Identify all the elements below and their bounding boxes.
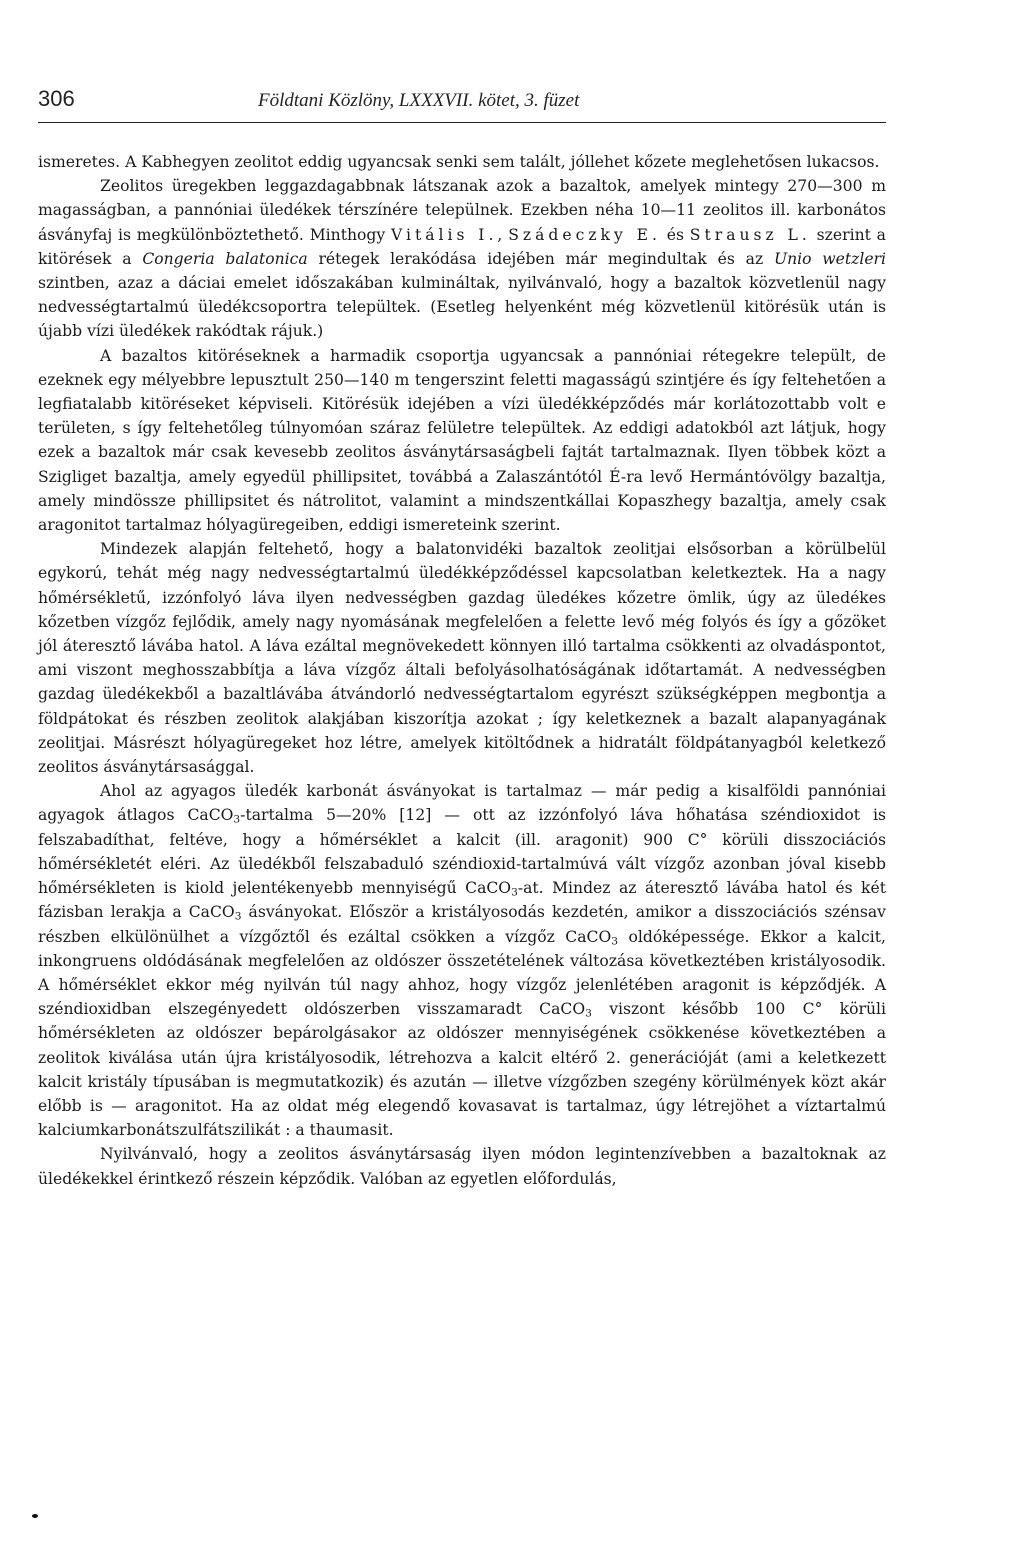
text-run: szintben, azaz a dáciai emelet időszakában kulmináltak, nyilvánvaló, hogy a bazaltok közvetlenül nagy nedvességtartalmú üledékcsoportra települtek. (Esetleg helyenként még közvetlenül kitörésük után is újabb vízi üledékek rakódtak rájuk.) xyxy=(38,274,886,341)
text-run: szerint a kitörések a xyxy=(38,225,886,268)
text-run: -at. Mindez az áteresztő lávába hatol és két fázisban lerakja a CaCO xyxy=(38,879,886,922)
paragraph-5 xyxy=(38,779,886,1142)
text-run: -tartalma 5—20% [12] — ott az izzónfolyó láva hőhatása széndioxidot is felszabadíthat, feltéve, hogy a hőmérséklet a kalcit (ill. aragonit) 900 C° körüli disszociációs hőmérsékletét eléri. Az üledékből felszabaduló széndioxid-tartalmúvá vált vízgőz azonban jóval kisebb hőmérsékleten is kiold jelentékenyebb mennyiségű CaCO xyxy=(38,806,886,898)
paragraph-6 xyxy=(38,1142,886,1190)
page-header xyxy=(38,86,886,123)
taxon-congeria: Congeria balatonica xyxy=(142,249,308,268)
subscript: 3 xyxy=(234,910,242,923)
paragraph-text: ismeretes. A Kabhegyen zeolitot eddig ugyancsak senki sem talált, jóllehet kőzete meglehetősen lukacsos. xyxy=(38,153,880,171)
subscript: 3 xyxy=(611,935,618,948)
author-name-strausz: Strausz L. xyxy=(689,225,811,244)
scan-speck xyxy=(32,1514,38,1518)
paragraph-2 xyxy=(38,174,886,343)
text-run: oldóképessége. Ekkor a kalcit, inkongruens oldódásának megfelelően az oldószer összetételének változása következtében kristályosodik. A hőmérséklet ekkor még nyilván túl nagy ahhoz, hogy vízgőz jelenlétében aragonit is képződjék. A széndioxidban elszegényedett oldószerben visszamaradt CaCO xyxy=(38,927,887,1019)
text-run: viszont később 100 C° körüli hőmérsékleten az oldószer bepárolgásakor az oldószer mennyiségének csökkenése következtében a zeolitok kiválása után újra kristályosodik, létrehozva a kalcit eltérő 2. generációját (ami a keletkezett kalcit kristály típusában is megmutatkozik) és azután — illetve vízgőzben szegény körülmények közt akár előbb is — aragonitot. Ha az oldat még elegendő kovasavat is tartalmaz, úgy létrejöhet a víztartalmú kalciumkarbonátszulfátszilikát : a thaumasit. xyxy=(38,1000,886,1140)
subscript: 3 xyxy=(511,886,518,899)
paragraph-4 xyxy=(38,537,886,779)
text-run: rétegek lerakódása idejében már megindultak és az xyxy=(307,249,774,268)
running-title: Földtani Közlöny, LXXXVII. kötet, 3. füzet xyxy=(258,90,580,111)
paragraph-text: Mindezek alapján feltehető, hogy a balatonvidéki bazaltok zeolitjai elsősorban a körülbelül egykorú, tehát még nagy nedvességtartalmú üledékképződéssel kapcsolatban keletkeztek. Ha a nagy hőmérsékletű, izzónfolyó láva ilyen nedvességben gazdag üledékes kőzetre ömlik, úgy az üledékes kőzetben vízgőz fejlődik, amely nagy nyomásának megfelelően a felette levő még folyós és így a gőzöket jól áteresztő lávába hatol. A láva ezáltal megnövekedett könnyen illó tartalma csökkenti az olvadáspontot, ami viszont meghosszabbítja a láva vízgőz általi befolyásolhatóságának időtartamát. A nedvességben gazdag üledékekből a bazaltlávába átvándorló nedvességtartalom egyrészt szükségképpen megbontja a földpátokat és részben zeolitok alakjában kiszorítja azokat ; így keletkeznek a bazalt alapanyagának zeolitjai. Másrészt hólyagüregeket hoz létre, amelyek kitöltődnek a hidratált földpátanyagból keletkező zeolitos ásványtársasággal. xyxy=(38,540,886,777)
text-run: Ahol az agyagos üledék karbonát ásványokat is tartalmaz — már pedig a kisalföldi pannóniai agyagok átlagos CaCO xyxy=(38,782,886,825)
text-run: , xyxy=(497,225,509,244)
text-run: ásványokat. Először a kristályosodás kezdetén, amikor a disszociációs szénsav részben elkülönülhet a vízgőztől és ezáltal csökken a vízgőz CaCO xyxy=(38,903,886,946)
paragraph-3 xyxy=(38,344,886,538)
paragraph-text: A bazaltos kitöréseknek a harmadik csoportja ugyancsak a pannóniai rétegekre települt, de ezeknek egy mélyebbre lepusztult 250—140 m tengerszint feletti magasságú szintjére és így feltehetően a legfiatalabb kitöréseket képviseli. Kitörésük idejében a vízi üledékképződés már korlátozottabb volt e területen, s így feltehetőleg túlnyomóan száraz felületre települtek. Az eddigi adatokból azt látjuk, hogy ezek a bazaltok már csak kevesebb zeolitos ásványtársaságbeli fajtát tartalmaznak. Ilyen többek közt a Szigliget bazaltja, amely egyedül phillipsitet, továbbá a Zalaszántótól É-ra levő Hermántóvölgy bazaltja, amely mindössze phillipsitet és nátrolitot, valamint a mindszentkállai Kopaszhegy bazaltja, amely csak aragonitot tartalmaz hólyagüregeiben, eddigi ismereteink szerint. xyxy=(38,346,886,535)
paragraph-1 xyxy=(38,150,886,174)
taxon-unio: Unio wetzleri xyxy=(773,249,887,268)
page-number: 306 xyxy=(38,86,75,111)
text-run: és xyxy=(660,225,690,244)
subscript: 3 xyxy=(585,1007,592,1020)
author-name-szadeczky: Szádeczky E. xyxy=(508,225,661,244)
paragraph-text: Nyilvánvaló, hogy a zeolitos ásványtársaság ilyen módon legintenzívebben a bazaltoknak az üledékekkel érintkező részein képződik. Valóban az egyetlen előfordulás, xyxy=(38,1145,886,1188)
text-run: Zeolitos üregekben leggazdagabbnak látszanak azok a bazaltok, amelyek mintegy 270—300 m magasságban, a pannóniai üledékek térszínére települnek. Ezekben néha 10—11 zeolitos ill. karbonátos ásványfaj is megkülönböztethető. Minthogy xyxy=(38,177,886,244)
article-body xyxy=(38,150,886,1191)
author-name-vitalis: Vitális I. xyxy=(390,225,498,244)
subscript: 3 xyxy=(233,814,241,827)
